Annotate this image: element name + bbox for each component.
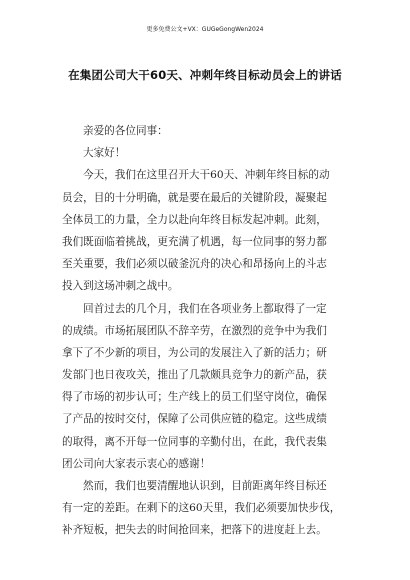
paragraph-line: 今天，我们在这里召开大干60天、冲刺年终目标的动 xyxy=(83,169,330,182)
header-note: 更多免费公文+VX：GUGeGongWen2024 xyxy=(146,26,264,33)
paragraph-line: 回首过去的几个月，我们在各项业务上都取得了一定 xyxy=(83,302,327,315)
paragraph-line: 有一定的差距。在剩下的这60天里，我们必须要加快步伐， xyxy=(62,502,341,515)
paragraph-line: 发部门也日夜攻关，推出了几款颇具竞争力的新产品，获 xyxy=(62,369,327,382)
paragraph-line: 我们既面临着挑战，更充满了机遇，每一位同事的努力都 xyxy=(62,235,327,248)
paragraph-line: 员会，目的十分明确，就是要在最后的关键阶段，凝聚起 xyxy=(62,191,327,204)
paragraph xyxy=(62,164,358,297)
paragraph-line: 拿下了不少新的项目，为公司的发展注入了新的活力；研 xyxy=(62,346,327,359)
paragraph-line: 全体员工的力量，全力以赴向年终目标发起冲刺。此刻， xyxy=(62,213,327,226)
paragraph-line: 团公司向大家表示衷心的感谢！ xyxy=(62,457,211,470)
paragraph-line: 了产品的按时交付，保障了公司供应链的稳定。这些成绩 xyxy=(62,413,327,426)
paragraph xyxy=(62,298,358,476)
paragraph xyxy=(62,475,358,542)
document-body xyxy=(62,120,358,542)
paragraph-line: 补齐短板，把失去的时间抢回来，把落下的进度赶上去。 xyxy=(62,524,327,537)
greeting: 大家好！ xyxy=(83,147,126,160)
paragraph-line: 至关重要，我们必须以破釜沉舟的决心和昂扬向上的斗志 xyxy=(62,258,327,271)
paragraph-line: 投入到这场冲刺之战中。 xyxy=(62,280,179,293)
paragraph-line: 的成绩。市场拓展团队不辞辛劳，在激烈的竞争中为我们 xyxy=(62,324,327,337)
salutation: 亲爱的各位同事： xyxy=(83,125,168,137)
paragraph-line: 得了市场的初步认可；生产线上的员工们坚守岗位，确保 xyxy=(62,391,327,404)
paragraph-line: 然而，我们也要清醒地认识到，目前距离年终目标还 xyxy=(83,480,327,492)
paragraph-line: 的取得，离不开每一位同事的辛勤付出，在此，我代表集 xyxy=(62,435,327,448)
document-title: 在集团公司大干60天、冲刺年终目标动员会上的讲话 xyxy=(68,68,342,82)
